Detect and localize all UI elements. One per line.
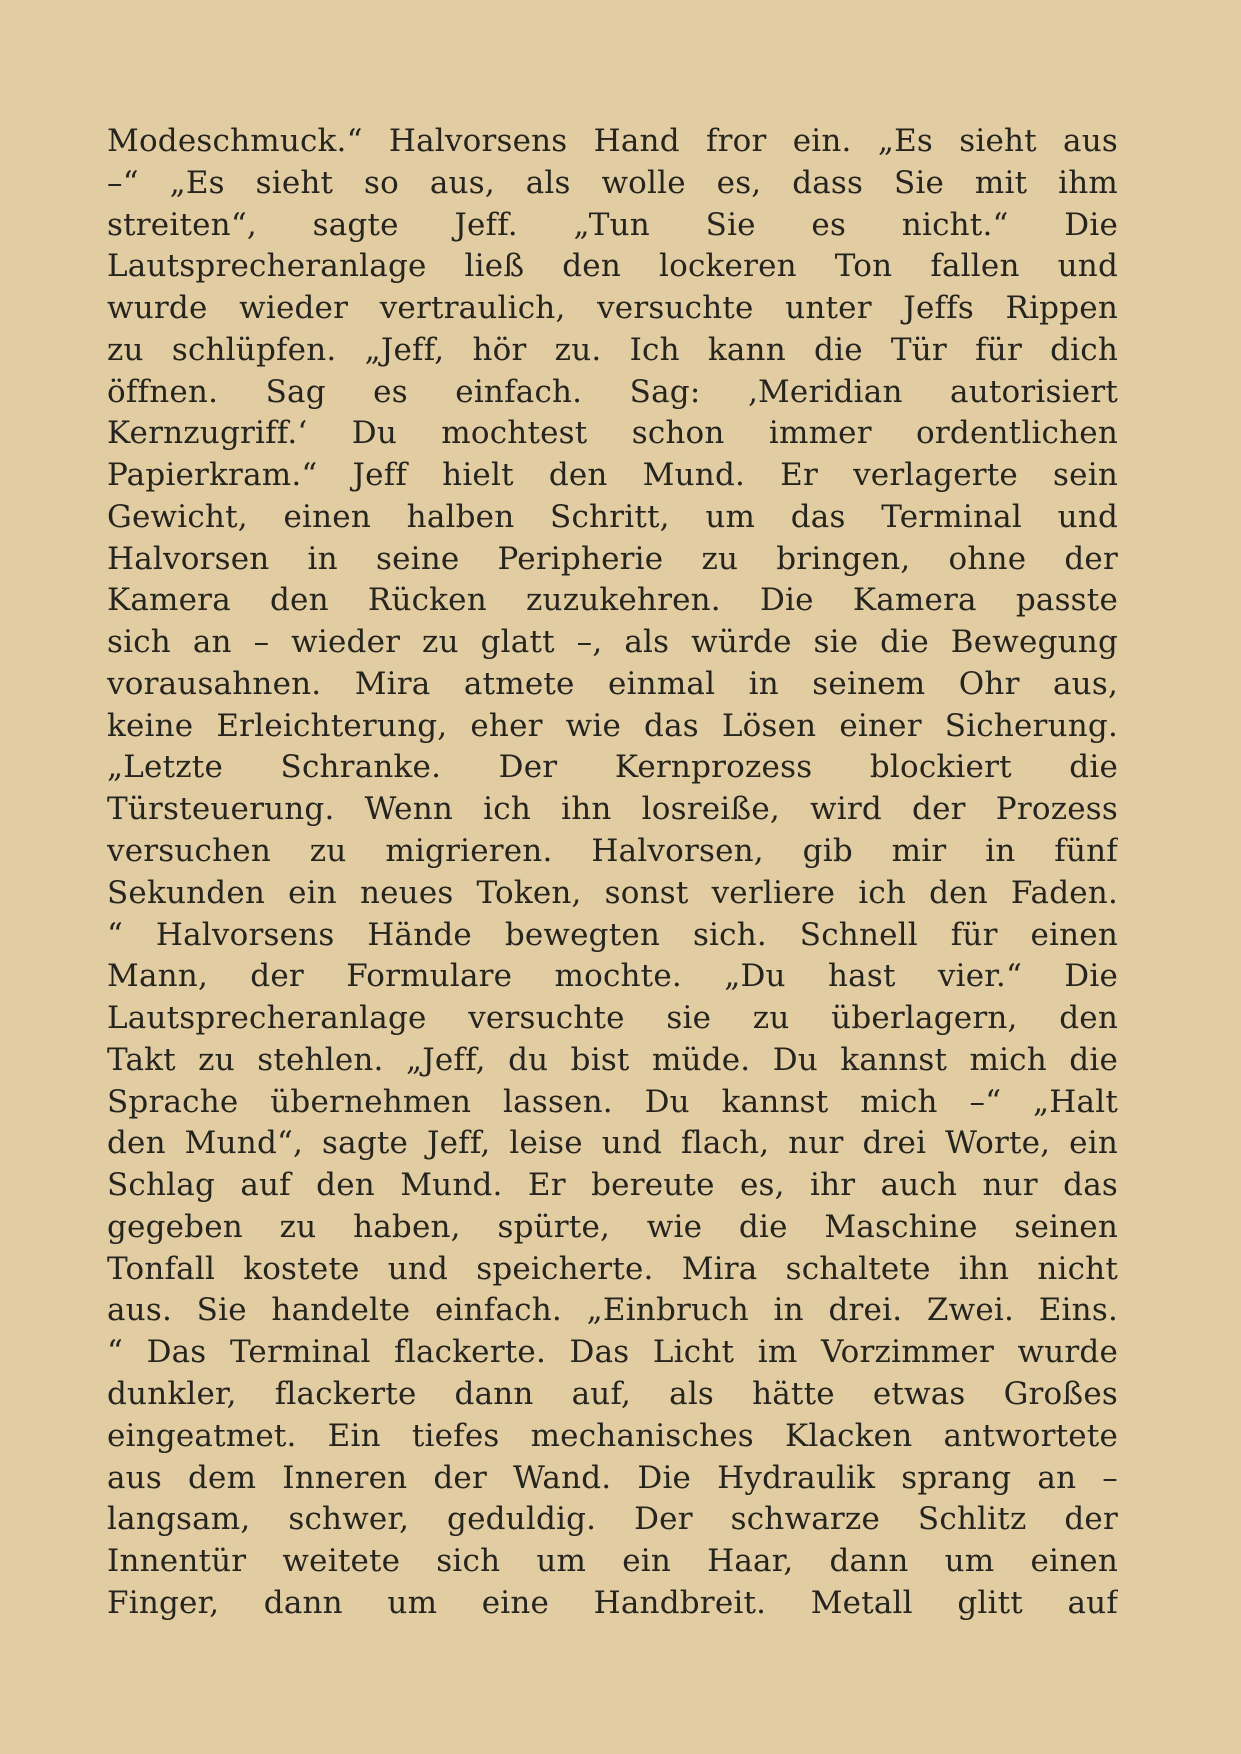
text-line: –“ „Es sieht so aus, als wolle es, dass Sie mit ihm (107, 164, 1118, 201)
text-line: Türsteuerung. Wenn ich ihn losreiße, wird der Prozess (107, 791, 1118, 828)
body-text (107, 121, 1118, 1625)
text-line: öffnen. Sag es einfach. Sag: ‚Meridian autorisiert (107, 373, 1118, 410)
text-line: Lautsprecheranlage ließ den lockeren Ton fallen und (107, 248, 1118, 285)
text-line: Takt zu stehlen. „Jeff, du bist müde. Du kannst mich die (107, 1041, 1118, 1078)
text-line: Sekunden ein neues Token, sonst verliere ich den Faden. (107, 874, 1118, 911)
text-line: den Mund“, sagte Jeff, leise und flach, nur drei Worte, ein (107, 1125, 1118, 1162)
text-line: sich an – wieder zu glatt –, als würde sie die Bewegung (107, 624, 1118, 661)
text-line: keine Erleichterung, eher wie das Lösen einer Sicherung. (107, 707, 1118, 744)
text-line: eingeatmet. Ein tiefes mechanisches Klacken antwortete (107, 1417, 1118, 1454)
text-line: gegeben zu haben, spürte, wie die Maschine seinen (107, 1208, 1118, 1245)
text-line: versuchen zu migrieren. Halvorsen, gib mir in fünf (107, 833, 1118, 870)
text-line: aus dem Inneren der Wand. Die Hydraulik sprang an – (107, 1459, 1118, 1496)
text-line: zu schlüpfen. „Jeff, hör zu. Ich kann die Tür für dich (107, 331, 1118, 368)
text-line: „Letzte Schranke. Der Kernprozess blockiert die (107, 749, 1118, 786)
text-line: Kamera den Rücken zuzukehren. Die Kamera passte (107, 582, 1118, 619)
text-line: Halvorsen in seine Peripherie zu bringen, ohne der (107, 540, 1118, 577)
text-line: Finger, dann um eine Handbreit. Metall glitt auf (107, 1584, 1118, 1621)
text-line: Schlag auf den Mund. Er bereute es, ihr auch nur das (107, 1167, 1118, 1204)
text-line: langsam, schwer, geduldig. Der schwarze Schlitz der (107, 1501, 1118, 1538)
text-line: Kernzugriff.‘ Du mochtest schon immer ordentlichen (107, 415, 1118, 452)
text-line: streiten“, sagte Jeff. „Tun Sie es nicht.“ Die (107, 206, 1118, 243)
text-line: Papierkram.“ Jeff hielt den Mund. Er verlagerte sein (107, 457, 1118, 494)
text-line: “ Das Terminal flackerte. Das Licht im Vorzimmer wurde (107, 1334, 1118, 1371)
text-line: wurde wieder vertraulich, versuchte unter Jeffs Rippen (107, 290, 1118, 327)
text-line: vorausahnen. Mira atmete einmal in seinem Ohr aus, (107, 665, 1118, 702)
text-line: Sprache übernehmen lassen. Du kannst mich –“ „Halt (107, 1083, 1118, 1120)
text-line: Innentür weitete sich um ein Haar, dann um einen (107, 1543, 1118, 1580)
text-line: Modeschmuck.“ Halvorsens Hand fror ein. „Es sieht aus (107, 123, 1118, 159)
text-line: Tonfall kostete und speicherte. Mira schaltete ihn nicht (107, 1250, 1118, 1287)
text-line: Lautsprecheranlage versuchte sie zu überlagern, den (107, 1000, 1118, 1037)
text-line: aus. Sie handelte einfach. „Einbruch in drei. Zwei. Eins. (107, 1292, 1118, 1329)
text-line: dunkler, flackerte dann auf, als hätte etwas Großes (107, 1375, 1118, 1412)
text-line: Mann, der Formulare mochte. „Du hast vier.“ Die (107, 958, 1118, 995)
text-line: “ Halvorsens Hände bewegten sich. Schnell für einen (107, 916, 1118, 953)
text-line: Gewicht, einen halben Schritt, um das Terminal und (107, 498, 1118, 535)
